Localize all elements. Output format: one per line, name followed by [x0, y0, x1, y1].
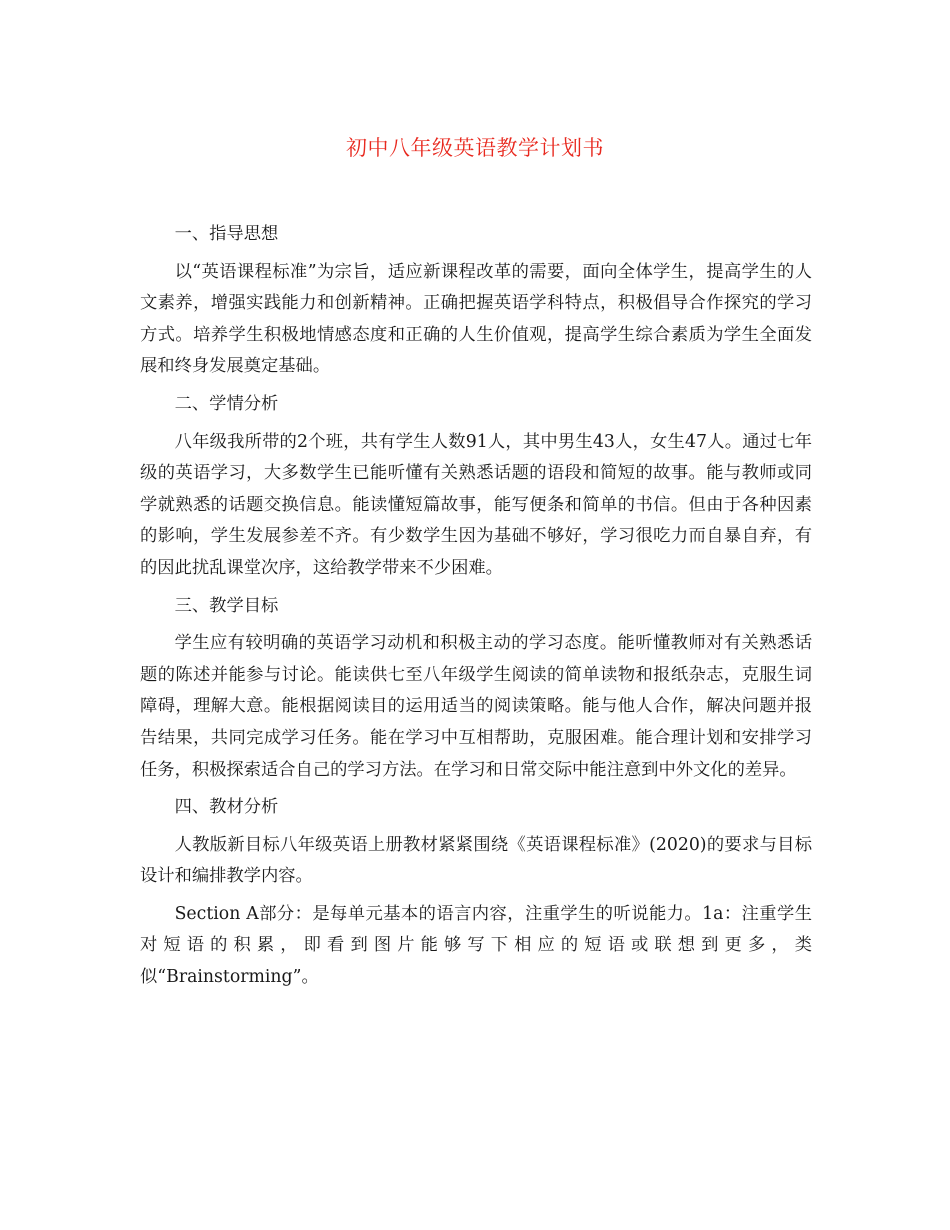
paragraph-student-analysis: 八年级我所带的2个班，共有学生人数91人，其中男生43人，女生47人。通过七年级的英语学习，大多数学生已能听懂有关熟悉话题的语段和简短的故事。能与教师或同学就熟悉的话题交换信息。能读懂短篇故事，能写便条和简单的书信。但由于各种因素的影响，学生发展参差不齐。有少数学生因为基础不够好，学习很吃力而自暴自弃，有的因此扰乱课堂次序，这给教学带来不少困难。 [140, 431, 812, 578]
document-title: 初中八年级英语教学计划书 [346, 136, 604, 160]
document-body [140, 219, 812, 1000]
paragraph-guiding-ideology: 以“英语课程标准”为宗旨，适应新课程改革的需要，面向全体学生，提高学生的人文素养，增强实践能力和创新精神。正确把握英语学科特点，积极倡导合作探究的学习方式。培养学生积极地情感态度和正确的人生价值观，提高学生综合素质为学生全面发展和终身发展奠定基础。 [140, 261, 812, 377]
paragraph-teaching-goals: 学生应有较明确的英语学习动机和积极主动的学习态度。能听懂教师对有关熟悉话题的陈述并能参与讨论。能读供七至八年级学生阅读的简单读物和报纸杂志，克服生词障碍，理解大意。能根据阅读目的运用适当的阅读策略。能与他人合作，解决问题并报告结果，共同完成学习任务。能在学习中互相帮助，克服困难。能合理计划和安排学习任务，积极探索适合自己的学习方法。在学习和日常交际中能注意到中外文化的差异。 [140, 633, 812, 780]
paragraph-textbook-analysis: 人教版新目标八年级英语上册教材紧紧围绕《英语课程标准》(2020)的要求与目标设计和编排教学内容。 [140, 834, 812, 887]
paragraph-section-a: Section A部分：是每单元基本的语言内容，注重学生的听说能力。1a：注重学生对短语的积累，即看到图片能够写下相应的短语或联想到更多，类似“Brainstorming”。 [140, 903, 812, 988]
section-heading-textbook-analysis: 四、教材分析 [174, 797, 279, 818]
section-heading-student-analysis: 二、学情分析 [174, 393, 279, 414]
section-heading-teaching-goals: 三、教学目标 [174, 595, 279, 616]
section-heading-guiding-ideology: 一、指导思想 [174, 224, 279, 244]
